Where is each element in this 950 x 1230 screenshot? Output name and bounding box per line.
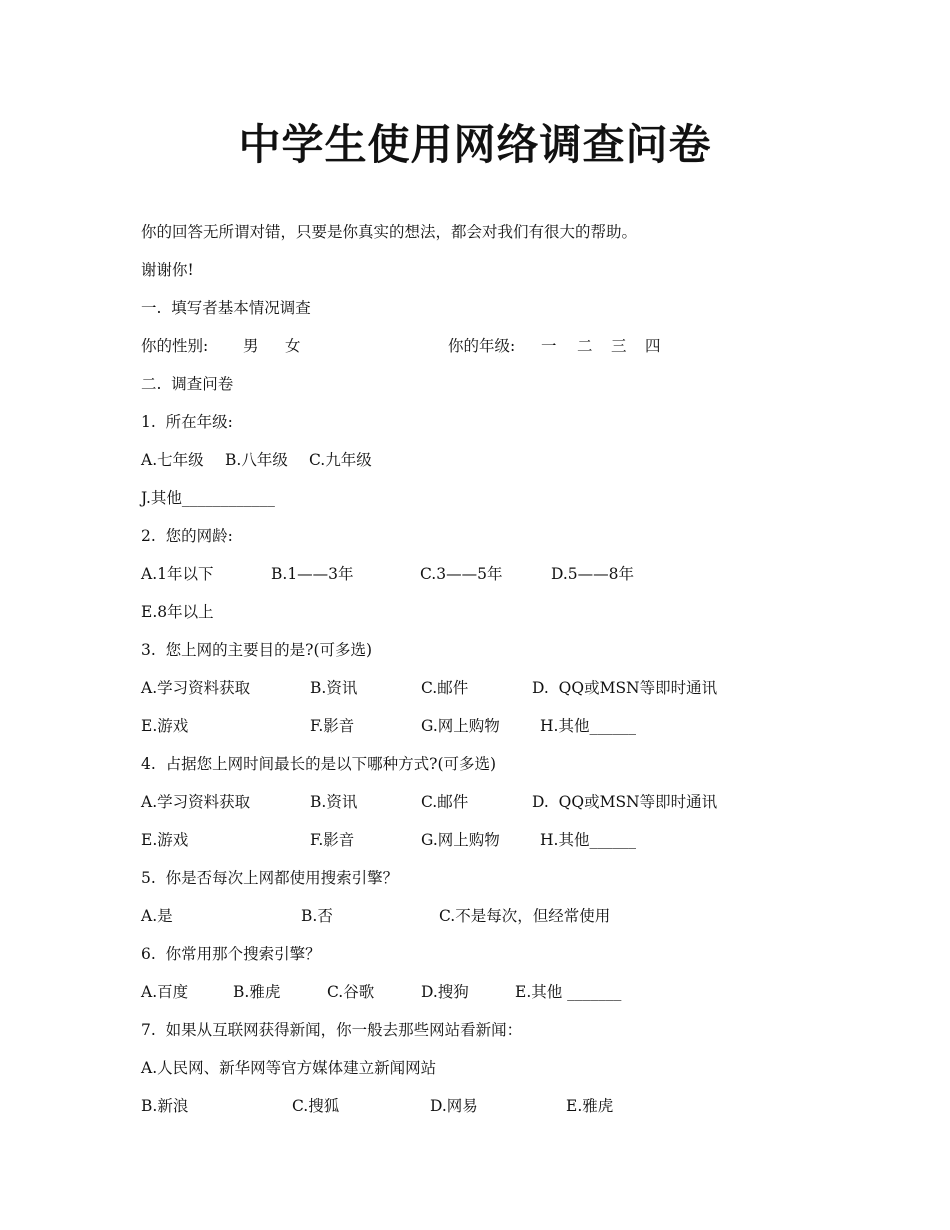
option-g[interactable]: G.网上购物 — [421, 831, 500, 849]
section2-heading: 二. 调查问卷 — [141, 375, 234, 393]
option-d[interactable]: D.网易 — [430, 1097, 478, 1115]
option-c[interactable]: C.搜狐 — [292, 1097, 340, 1115]
page-title: 中学生使用网络调查问卷 — [238, 120, 712, 169]
grade-option-2[interactable]: 二 — [577, 337, 593, 355]
question-3: 3. 您上网的主要目的是?(可多选) — [141, 641, 373, 659]
option-d[interactable]: D. QQ或MSN等即时通讯 — [532, 679, 718, 697]
option-c[interactable]: C.邮件 — [421, 793, 469, 811]
basic-info-row — [141, 336, 841, 356]
option-f[interactable]: F.影音 — [310, 831, 355, 849]
gender-option-female[interactable]: 女 — [285, 337, 301, 355]
answer-row — [141, 450, 841, 470]
question-4: 4. 占据您上网时间最长的是以下哪种方式?(可多选) — [141, 755, 497, 773]
option-a[interactable]: A.人民网、新华网等官方媒体建立新闻网站 — [141, 1059, 437, 1077]
option-a[interactable]: A.七年级 — [141, 451, 204, 469]
answer-row — [141, 792, 841, 812]
option-h[interactable]: H.其他______ — [540, 831, 636, 849]
section1-heading: 一. 填写者基本情况调查 — [141, 299, 311, 317]
option-a[interactable]: A.学习资料获取 — [141, 679, 251, 697]
option-f[interactable]: F.影音 — [310, 717, 355, 735]
question-6: 6. 你常用那个搜索引擎？ — [141, 945, 321, 963]
option-b[interactable]: B.八年级 — [225, 451, 288, 469]
gender-option-male[interactable]: 男 — [243, 337, 259, 355]
option-a[interactable]: A.1年以下 — [141, 565, 214, 583]
question-7: 7. 如果从互联网获得新闻，你一般去那些网站看新闻： — [141, 1021, 523, 1039]
option-a[interactable]: A.学习资料获取 — [141, 793, 251, 811]
answer-row — [141, 982, 841, 1002]
answer-row — [141, 716, 841, 736]
question-5: 5. 你是否每次上网都使用搜索引擎？ — [141, 869, 399, 887]
question-1: 1. 所在年级: — [141, 413, 233, 431]
option-e[interactable]: E.8年以上 — [141, 603, 214, 621]
option-b[interactable]: B.否 — [301, 907, 333, 925]
option-a[interactable]: A.是 — [141, 907, 173, 925]
grade-option-4[interactable]: 四 — [645, 337, 661, 355]
option-e[interactable]: E.游戏 — [141, 717, 189, 735]
option-d[interactable]: D. QQ或MSN等即时通讯 — [532, 793, 718, 811]
option-c[interactable]: C.九年级 — [309, 451, 372, 469]
option-b[interactable]: B.资讯 — [310, 793, 358, 811]
thanks-text: 谢谢你! — [141, 261, 194, 279]
answer-row — [141, 830, 841, 850]
option-g[interactable]: G.网上购物 — [421, 717, 500, 735]
gender-label: 你的性别: — [141, 337, 209, 355]
option-e[interactable]: E.雅虎 — [566, 1097, 614, 1115]
option-e[interactable]: E.其他 _______ — [515, 983, 622, 1001]
intro-text: 你的回答无所谓对错，只要是你真实的想法，都会对我们有很大的帮助。 — [141, 223, 638, 241]
option-e[interactable]: E.游戏 — [141, 831, 189, 849]
grade-option-1[interactable]: 一 — [541, 337, 557, 355]
option-c[interactable]: C.不是每次，但经常使用 — [439, 907, 611, 925]
question-2: 2. 您的网龄: — [141, 527, 233, 545]
option-b[interactable]: B.雅虎 — [233, 983, 281, 1001]
option-c[interactable]: C.3——5年 — [420, 565, 503, 583]
option-b[interactable]: B.1——3年 — [271, 565, 354, 583]
option-d[interactable]: D.搜狗 — [421, 983, 469, 1001]
option-d[interactable]: D.5——8年 — [551, 565, 635, 583]
option-c[interactable]: C.谷歌 — [327, 983, 375, 1001]
answer-row — [141, 906, 841, 926]
grade-option-3[interactable]: 三 — [611, 337, 627, 355]
option-other[interactable]: J.其他____________ — [141, 489, 275, 507]
answer-row — [141, 564, 841, 584]
option-b[interactable]: B.新浪 — [141, 1097, 189, 1115]
grade-label: 你的年级: — [448, 337, 516, 355]
option-c[interactable]: C.邮件 — [421, 679, 469, 697]
option-a[interactable]: A.百度 — [141, 983, 189, 1001]
answer-row — [141, 1096, 841, 1116]
option-b[interactable]: B.资讯 — [310, 679, 358, 697]
option-h[interactable]: H.其他______ — [540, 717, 636, 735]
answer-row — [141, 678, 841, 698]
